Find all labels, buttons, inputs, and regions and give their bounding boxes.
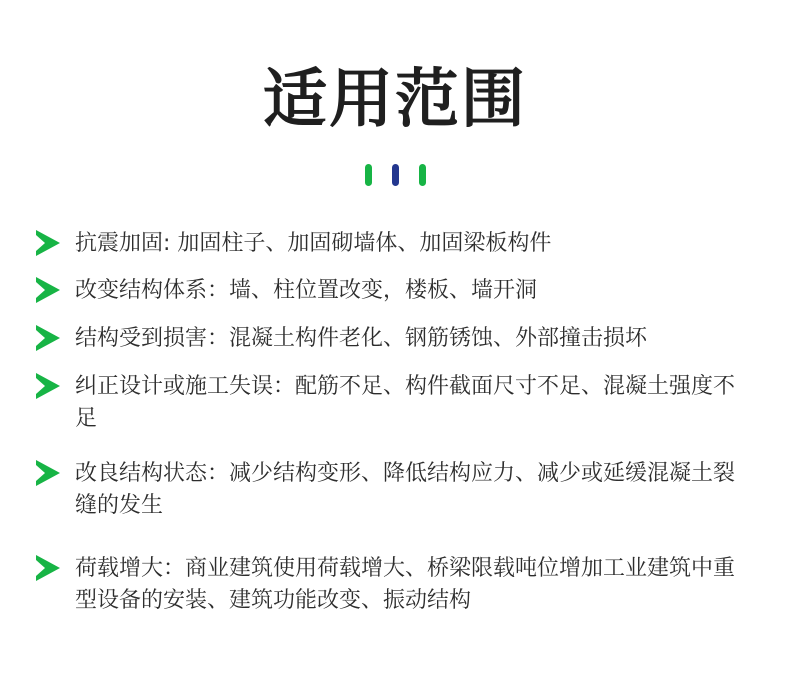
green-arrow-icon — [36, 460, 60, 486]
green-arrow-icon — [36, 325, 60, 351]
green-arrow-icon — [36, 373, 60, 399]
green-arrow-icon — [36, 555, 60, 581]
navy-dot — [392, 164, 399, 186]
list-item-text: 结构受到损害：混凝土构件老化、钢筋锈蚀、外部撞击损坏 — [75, 326, 648, 351]
page-title: 适用范围 — [263, 63, 527, 137]
green-dot — [419, 164, 426, 186]
title-divider-dots — [0, 164, 790, 186]
green-dot — [365, 164, 372, 186]
list-item-text: 抗震加固: 加固柱子、加固砌墙体、加固梁板构件 — [75, 231, 552, 256]
list-item-text: 荷载增大：商业建筑使用荷载增大、桥梁限载吨位增加工业建筑中重型设备的安装、建筑功能改变、振动结构 — [75, 556, 736, 613]
green-arrow-icon — [36, 277, 60, 303]
green-arrow-icon — [36, 230, 60, 256]
list-item-text: 改良结构状态：减少结构变形、降低结构应力、减少或延缓混凝土裂缝的发生 — [75, 461, 736, 518]
list-item-text: 纠正设计或施工失误：配筋不足、构件截面尺寸不足、混凝土强度不足 — [75, 374, 736, 431]
list-item-text: 改变结构体系：墙、柱位置改变，楼板、墙开洞 — [75, 278, 538, 303]
